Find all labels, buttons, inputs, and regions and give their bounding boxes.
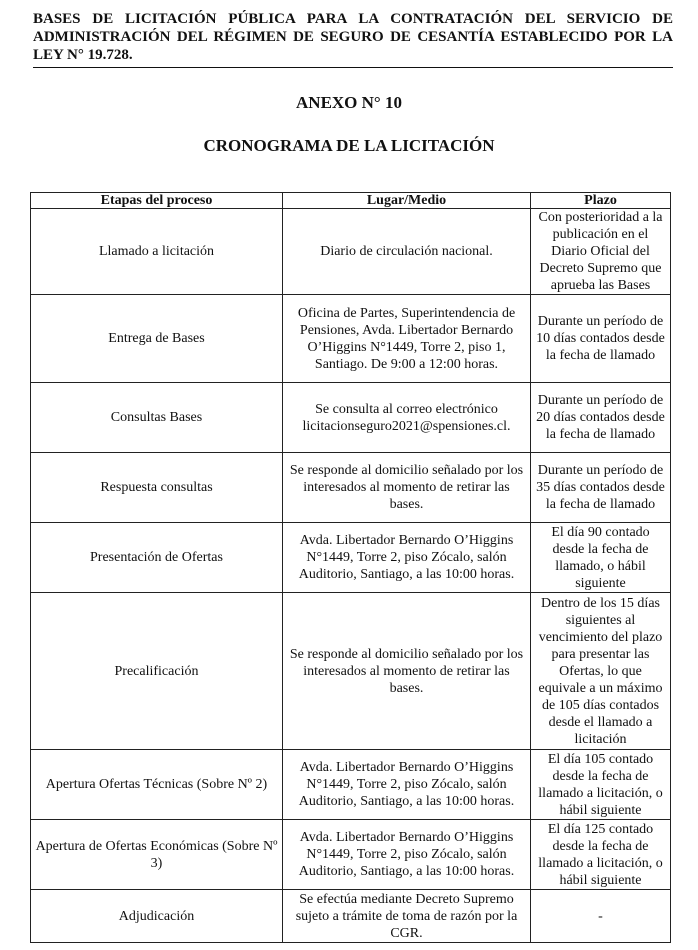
cell-plazo: Durante un período de 35 días contados desde la fecha de llamado: [531, 453, 671, 523]
cell-etapa: Presentación de Ofertas: [31, 523, 283, 593]
header-plazo: Plazo: [531, 193, 671, 209]
cell-etapa: Precalificación: [31, 593, 283, 750]
table-row: [31, 593, 671, 750]
cell-lugar: Se consulta al correo electrónico licitacionseguro2021@spensiones.cl.: [283, 383, 531, 453]
cell-etapa: Llamado a licitación: [31, 209, 283, 295]
cell-plazo: Con posterioridad a la publicación en el Diario Oficial del Decreto Supremo que aprueba las Bases: [531, 209, 671, 295]
table-row: [31, 453, 671, 523]
document-header: BASES DE LICITACIÓN PÚBLICA PARA LA CONTRATACIÓN DEL SERVICIO DE ADMINISTRACIÓN DEL RÉGIMEN DE SEGURO DE CESANTÍA ESTABLECIDO POR LA LEY N° 19.728.: [33, 10, 673, 68]
cell-etapa: Apertura de Ofertas Económicas (Sobre Nº 3): [31, 820, 283, 890]
cell-etapa: Consultas Bases: [31, 383, 283, 453]
table-row: [31, 890, 671, 943]
cell-etapa: Respuesta consultas: [31, 453, 283, 523]
cell-plazo: El día 105 contado desde la fecha de llamado a licitación, o hábil siguiente: [531, 750, 671, 820]
header-lugar: Lugar/Medio: [283, 193, 531, 209]
cell-etapa: Adjudicación: [31, 890, 283, 943]
cell-lugar: Avda. Libertador Bernardo O’Higgins N°1449, Torre 2, piso Zócalo, salón Auditorio, Santiago, a las 10:00 horas.: [283, 523, 531, 593]
cell-plazo: Durante un período de 10 días contados desde la fecha de llamado: [531, 295, 671, 383]
cell-lugar: Oficina de Partes, Superintendencia de Pensiones, Avda. Libertador Bernardo O’Higgins N°1449, Torre 2, piso 1, Santiago. De 9:00 a 12:00 horas.: [283, 295, 531, 383]
annex-title: ANEXO N° 10: [296, 93, 402, 112]
table-row: [31, 820, 671, 890]
cell-plazo: -: [531, 890, 671, 943]
header-etapas: Etapas del proceso: [31, 193, 283, 209]
table-row: [31, 523, 671, 593]
cell-lugar: Avda. Libertador Bernardo O’Higgins N°1449, Torre 2, piso Zócalo, salón Auditorio, Santiago, a las 10:00 horas.: [283, 820, 531, 890]
table-row: [31, 209, 671, 295]
cell-plazo: Durante un período de 20 días contados desde la fecha de llamado: [531, 383, 671, 453]
cell-lugar: Diario de circulación nacional.: [283, 209, 531, 295]
cell-plazo: Dentro de los 15 días siguientes al vencimiento del plazo para presentar las Ofertas, lo que equivale a un máximo de 105 días contados desde el llamado a licitación: [531, 593, 671, 750]
table-row: [31, 295, 671, 383]
cell-etapa: Entrega de Bases: [31, 295, 283, 383]
cell-lugar: Se responde al domicilio señalado por los interesados al momento de retirar las bases.: [283, 453, 531, 523]
table-row: [31, 750, 671, 820]
cell-lugar: Avda. Libertador Bernardo O’Higgins N°1449, Torre 2, piso Zócalo, salón Auditorio, Santiago, a las 10:00 horas.: [283, 750, 531, 820]
cell-lugar: Se efectúa mediante Decreto Supremo sujeto a trámite de toma de razón por la CGR.: [283, 890, 531, 943]
cell-lugar: Se responde al domicilio señalado por los interesados al momento de retirar las bases.: [283, 593, 531, 750]
table-header-row: [31, 193, 671, 209]
cell-etapa: Apertura Ofertas Técnicas (Sobre Nº 2): [31, 750, 283, 820]
cell-plazo: El día 125 contado desde la fecha de llamado a licitación, o hábil siguiente: [531, 820, 671, 890]
table-row: [31, 383, 671, 453]
schedule-title: CRONOGRAMA DE LA LICITACIÓN: [203, 136, 495, 155]
cell-plazo: El día 90 contado desde la fecha de llamado, o hábil siguiente: [531, 523, 671, 593]
schedule-table: [30, 192, 671, 943]
